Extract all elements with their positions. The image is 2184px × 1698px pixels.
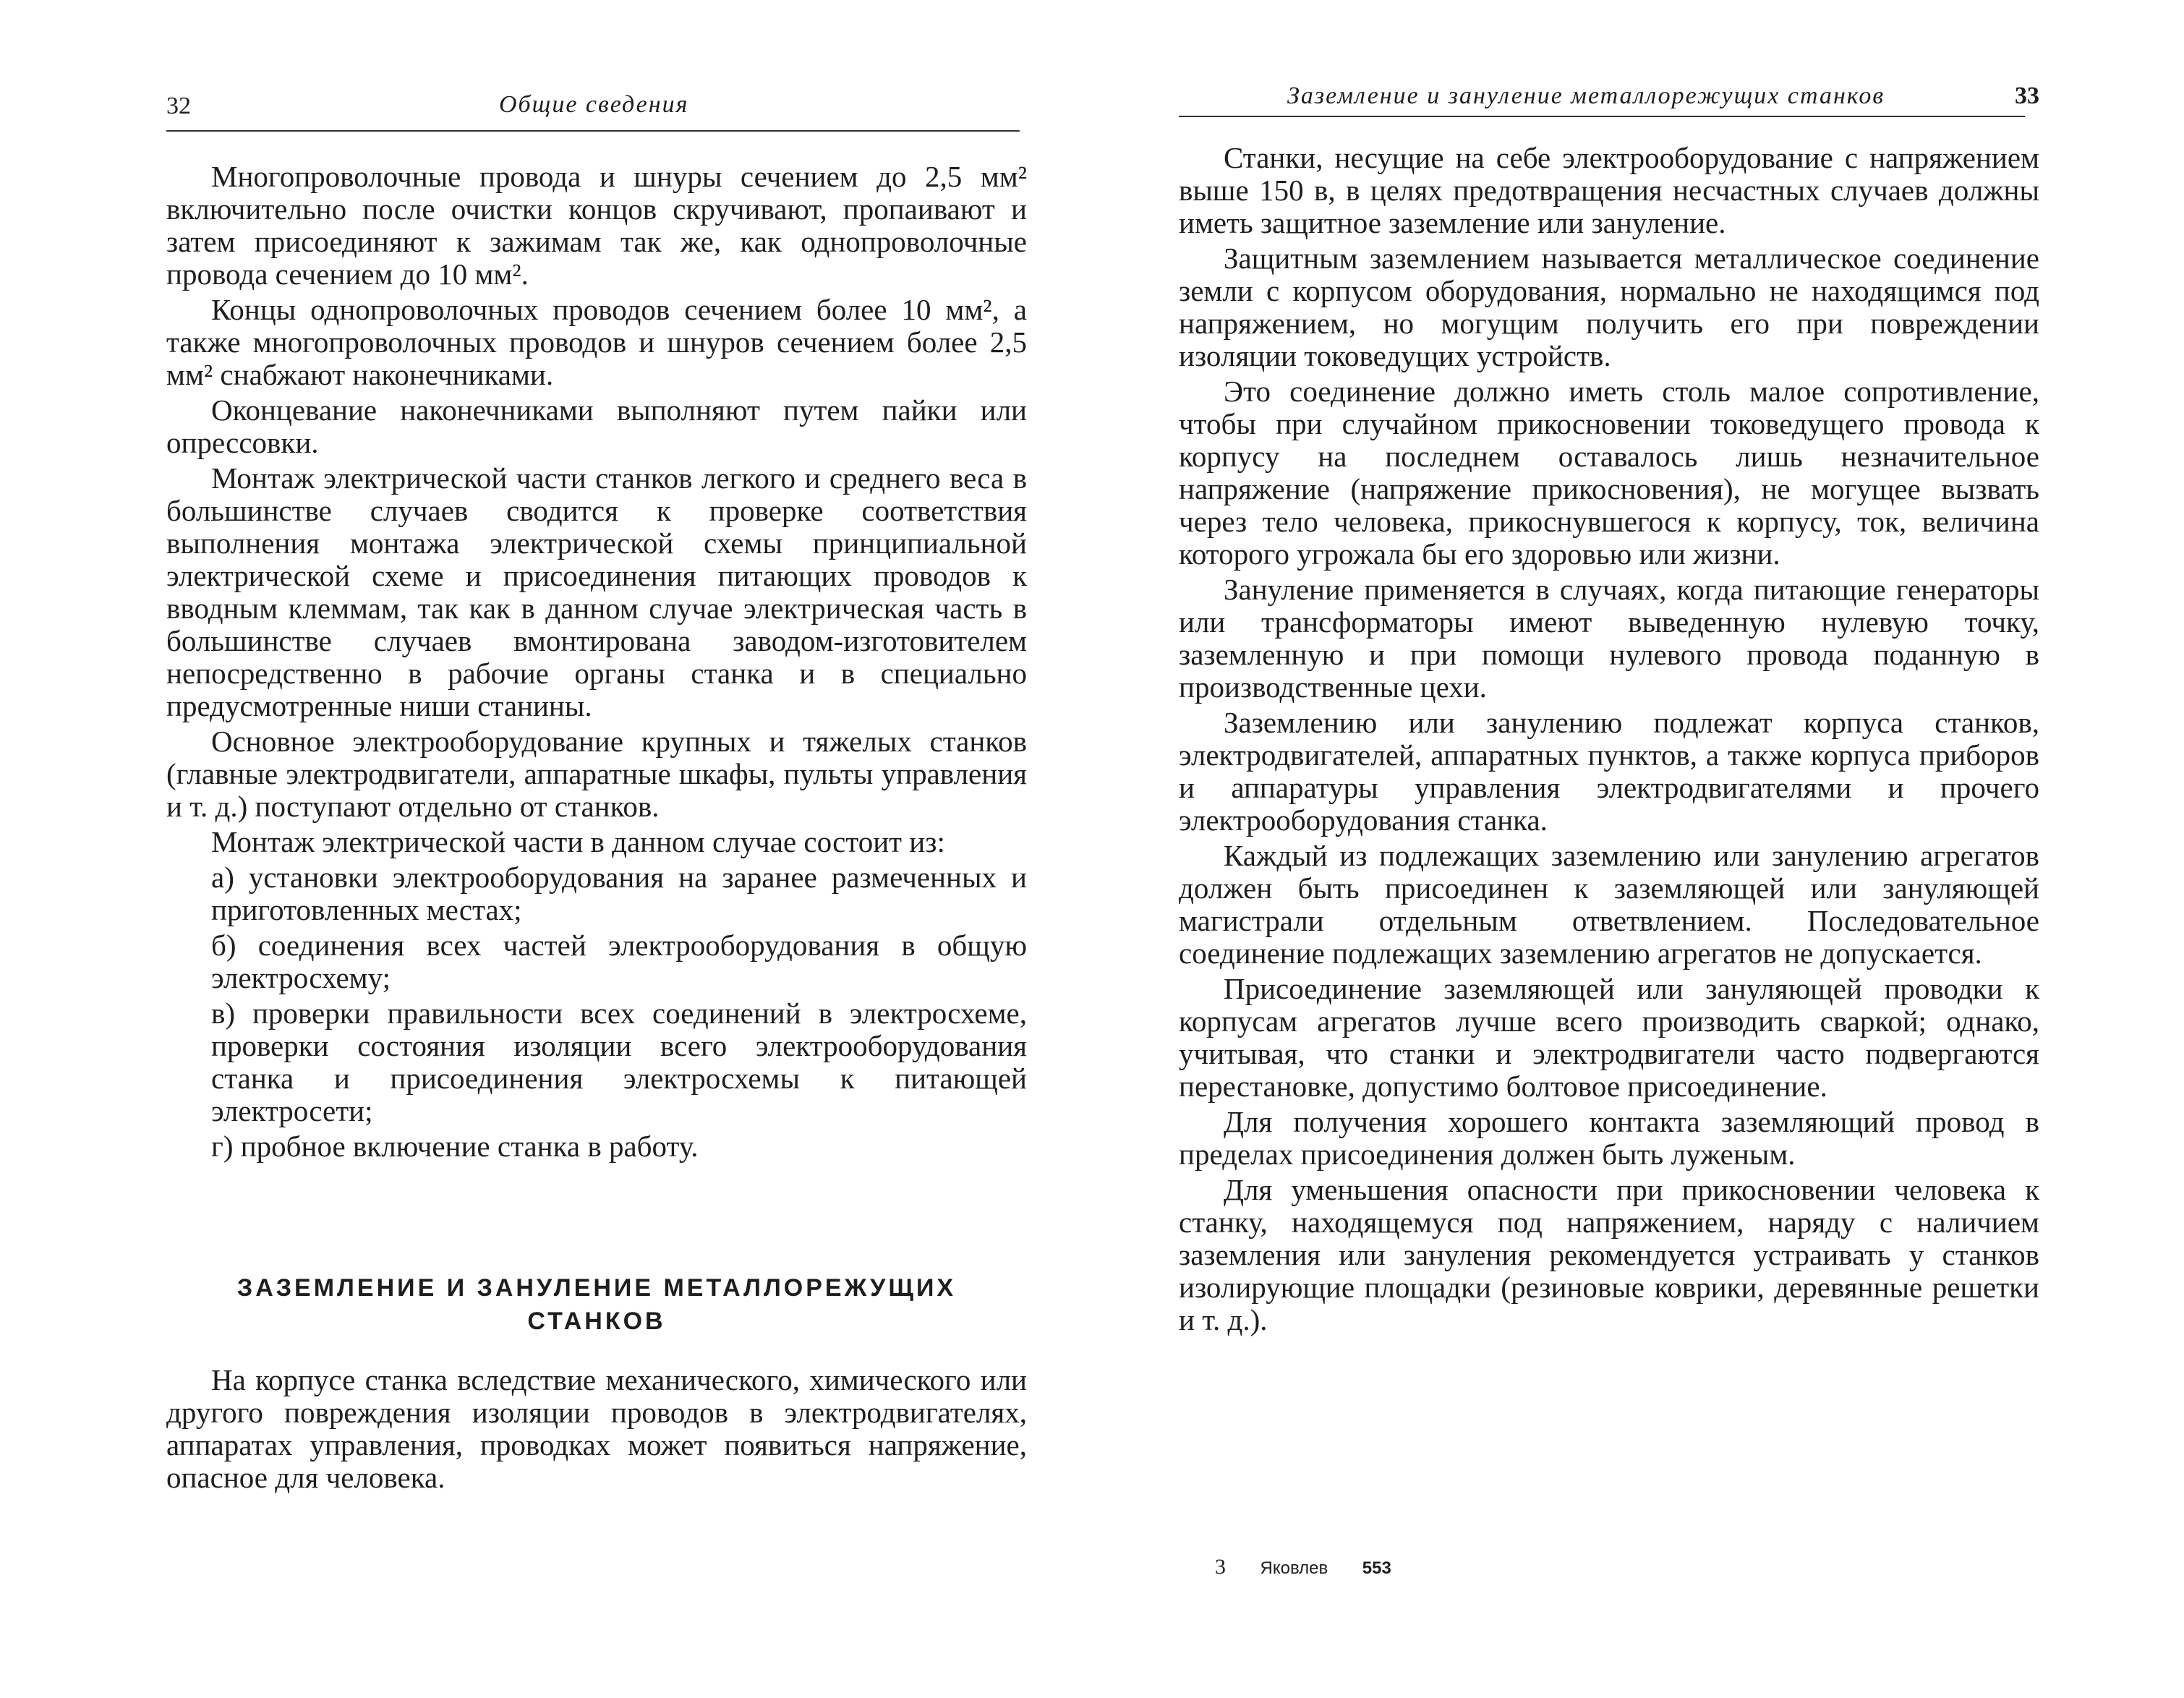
list-item: а) установки электрооборудования на заранее размеченных и приготовленных местах; [211, 861, 1027, 926]
left-page-number: 32 [166, 93, 191, 119]
left-running-title: Общие сведения [499, 91, 689, 118]
paragraph: Защитным заземлением называется металлическое соединение земли с корпусом оборудования, нормально не находящимся под напряжением, но могущим получить его при повреждении изоляции токоведущих устройств. [1179, 242, 2039, 372]
page-footer [1215, 1555, 1420, 1579]
section-heading-line2: СТАНКОВ [527, 1307, 666, 1335]
list-item: в) проверки правильности всех соединений в электросхеме, проверки состояния изоляции всего электрооборудования станка и присоединения электросхемы к питающей электросети; [211, 997, 1027, 1127]
footer-code: 553 [1362, 1558, 1391, 1578]
paragraph: Присоединение заземляющей или зануляющей проводки к корпусам агрегатов лучше всего производить сваркой; однако, учитывая, что станки и электродвигатели часто подвергаются перестановке, допустимо болтовое присоединение. [1179, 972, 2039, 1103]
left-body-text [166, 161, 1027, 1497]
right-header-rule [1179, 116, 2025, 117]
paragraph: Каждый из подлежащих заземлению или занулению агрегатов должен быть присоединен к заземляющей или зануляющей магистрали отдельным ответвлением. Последовательное соединение подлежащих заземлению агрегатов не допускается. [1179, 839, 2039, 970]
paragraph: Заземлению или занулению подлежат корпуса станков, электродвигателей, аппаратных пунктов, а также корпуса приборов и аппаратуры управления электродвигателями и прочего электрооборудования станка. [1179, 706, 2039, 837]
section-paragraph: На корпусе станка вследствие механического, химического или другого повреждения изоляции проводов в электродвигателях, аппаратах управления, проводках может появиться напряжение, опасное для человека. [166, 1363, 1027, 1494]
section-heading [166, 1271, 1027, 1338]
paragraph: Концы однопроволочных проводов сечением более 10 мм², а также многопроволочных проводов и шнуров сечением более 2,5 мм² снабжают наконечниками. [166, 293, 1027, 391]
left-running-head [166, 85, 1027, 132]
paragraph: Основное электрооборудование крупных и тяжелых станков (главные электродвигатели, аппаратные шкафы, пульты управления и т. д.) поступают отдельно от станков. [166, 725, 1027, 823]
paragraph: Для получения хорошего контакта заземляющий провод в пределах присоединения должен быть луженым. [1179, 1105, 2039, 1171]
paragraph: Монтаж электрической части в данном случае состоит из: [211, 825, 945, 858]
paragraph: Зануление применяется в случаях, когда питающие генераторы или трансформаторы имеют выведенную нулевую точку, заземленную и при помощи нулевого провода поданную в производственные цехи. [1179, 573, 2039, 704]
paragraph: Монтаж электрической части станков легкого и среднего веса в большинстве случаев сводится к проверке соответствия выполнения монтажа электрической схемы принципиальной электрической схеме и присоединения питающих проводов к вводным клеммам, так как в данном случае электрическая часть в большинстве случаев вмонтирована заводом-изготовителем непосредственно в рабочие органы станка и в специально предусмотренные ниши станины. [166, 461, 1027, 722]
right-page-number: 33 [2015, 82, 2039, 109]
paragraph: Это соединение должно иметь столь малое сопротивление, чтобы при случайном прикосновении токоведущего провода к корпусу на последнем оставалось лишь незначительное напряжение (напряжение прикосновения), не могущее вызвать через тело человека, прикоснувшегося к корпусу, ток, величина которого угрожала бы его здоровью или жизни. [1179, 375, 2039, 571]
footer-author: Яковлев [1260, 1558, 1328, 1578]
paragraph: Оконцевание наконечниками выполняют путем пайки или опрессовки. [166, 393, 1027, 459]
left-header-rule [166, 130, 1020, 132]
section-heading-line1: ЗАЗЕМЛЕНИЕ И ЗАНУЛЕНИЕ МЕТАЛЛОРЕЖУЩИХ [236, 1274, 957, 1302]
paragraph: Станки, несущие на себе электрооборудование с напряжением выше 150 в, в целях предотвращения несчастных случаев должны иметь защитное заземление или зануление. [1179, 141, 2039, 239]
paragraph: Для уменьшения опасности при прикосновении человека к станку, находящемуся под напряжением, наряду с наличием заземления или зануления рекомендуется устраивать у станков изолирующие площадки (резиновые коврики, деревянные решетки и т. д.). [1179, 1173, 2039, 1336]
footer-signature: 3 [1215, 1555, 1226, 1579]
right-running-title: Заземление и зануление металлорежущих станков [1287, 82, 1885, 109]
list-item: б) соединения всех частей электрооборудования в общую электросхему; [211, 929, 1027, 994]
paragraph: Многопроволочные провода и шнуры сечением до 2,5 мм² включительно после очистки концов скручивают, пропаивают и затем присоединяют к зажимам так же, как однопроволочные провода сечением до 10 мм². [166, 160, 1027, 291]
right-body-text [1179, 142, 2039, 1339]
right-running-head [1179, 82, 2039, 132]
list-item: г) пробное включение станка в работу. [211, 1130, 699, 1163]
